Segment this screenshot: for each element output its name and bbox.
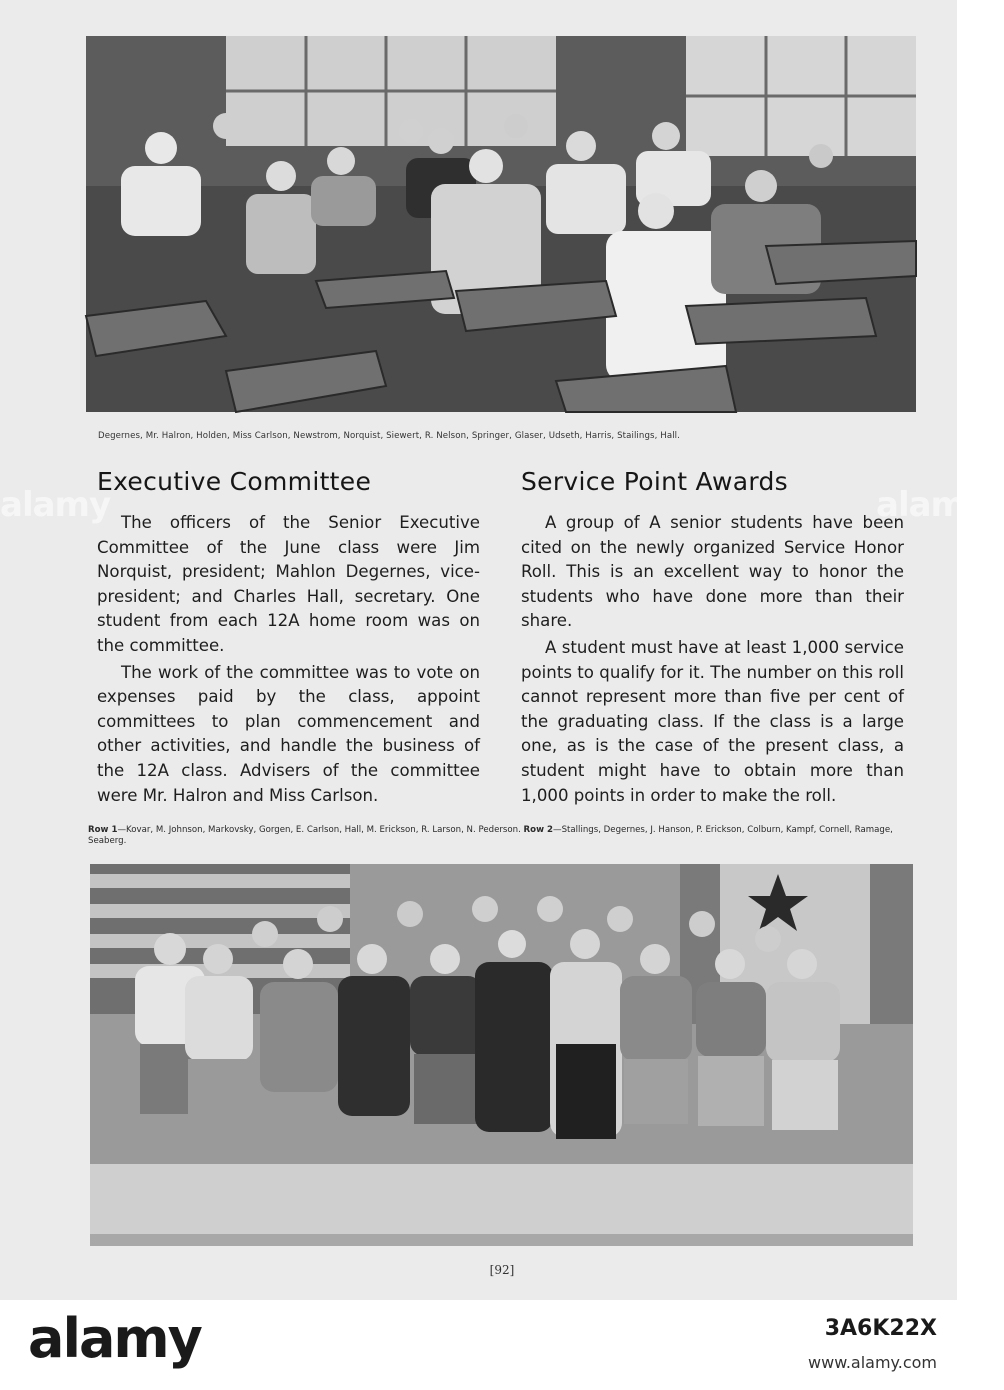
executive-committee-heading: Executive Committee [97,467,372,496]
brand-logo: alamy [28,1307,201,1370]
classroom-photo-drawing [86,36,916,412]
service-point-awards-text [521,511,904,810]
group-photo-caption [88,825,916,846]
row2-names: —Stallings, Degernes, J. Hanson, P. Erickson, Colburn, Kampf, Cornell, Ramage, Seaberg. [88,825,893,846]
classroom-photo-caption: Degernes, Mr. Halron, Holden, Miss Carlson, Newstrom, Norquist, Siewert, R. Nelson, Springer, Glaser, Udseth, Harris, Stailings, Hall. [98,431,680,441]
executive-paragraph-2: The work of the committee was to vote on expenses paid by the class, appoint committees to plan commencement and other activities, and handle the business of the 12A class. Advisers of the committee were Mr. Halron and Miss Carlson. [97,662,480,805]
executive-paragraph-1: The officers of the Senior Executive Committee of the June class were Jim Norquist, president; Mahlon Degernes, vice-president; and Charles Hall, secretary. One student from each 12A home room was on the committee. [97,513,480,655]
row2-label: Row 2 [523,825,553,835]
service-paragraph-2: A student must have at least 1,000 service points to qualify for it. The number on this roll cannot represent more than five per cent of the graduating class. If the class is a large one, as is the case of the present class, a student might have to obtain more than 1,000 points in order to make the roll. [521,637,904,805]
classroom-photo [86,36,916,412]
service-paragraph-1: A group of A senior students have been cited on the newly organized Service Honor Roll. This is an excellent way to honor the students who have done more than their share. [521,513,904,631]
service-point-awards-heading: Service Point Awards [521,467,788,496]
row1-label: Row 1 [88,825,118,835]
brand-url: www.alamy.com [808,1353,937,1372]
watermark-right: alamy [876,485,987,525]
watermark-left: alamy [0,485,111,525]
page-number: [92] [489,1263,515,1277]
group-photo [90,864,913,1246]
group-photo-drawing [90,864,913,1246]
image-id: 3A6K22X [824,1316,937,1341]
executive-committee-text [97,511,480,810]
row1-names: —Kovar, M. Johnson, Markovsky, Gorgen, E. Carlson, Hall, M. Erickson, R. Larson, N. Pederson. [117,825,521,835]
